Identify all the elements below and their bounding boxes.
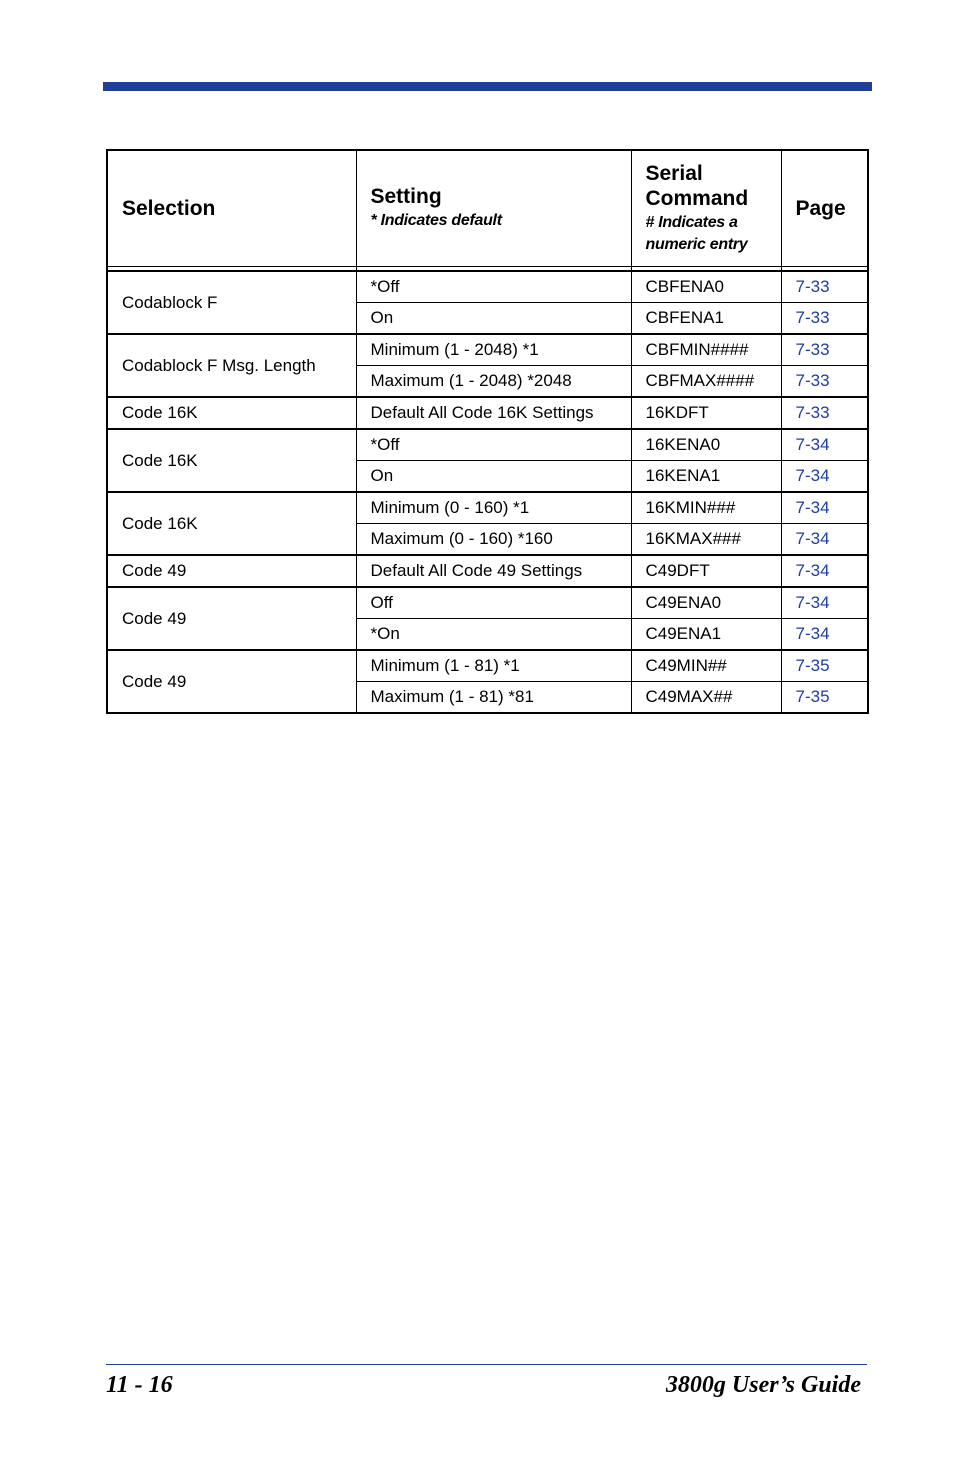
table-row [107,587,868,619]
setting-cell: Maximum (1 - 2048) *2048 [356,366,631,398]
table-row [107,650,868,682]
selection-cell: Code 49 [107,650,356,713]
header-serial-command: Serial Command # Indicates a numeric entry [631,150,781,267]
selection-cell: Code 16K [107,397,356,429]
setting-cell: *Off [356,429,631,461]
page-link[interactable]: 7-34 [781,461,868,493]
setting-cell: Default All Code 49 Settings [356,555,631,587]
setting-cell: On [356,461,631,493]
page-link[interactable]: 7-34 [781,524,868,556]
header-setting: Setting * Indicates default [356,150,631,267]
setting-cell: *Off [356,271,631,303]
command-cell: C49ENA1 [631,619,781,651]
page-link[interactable]: 7-34 [781,555,868,587]
command-cell: C49MIN## [631,650,781,682]
page-link[interactable]: 7-33 [781,271,868,303]
page-link[interactable]: 7-34 [781,619,868,651]
command-cell: CBFENA0 [631,271,781,303]
footer-guide-title: 3800g User’s Guide [665,1372,861,1398]
selection-cell: Code 49 [107,555,356,587]
table-row [107,271,868,303]
selection-cell: Code 16K [107,429,356,492]
page-link[interactable]: 7-33 [781,303,868,335]
command-cell: 16KDFT [631,397,781,429]
command-cell: C49ENA0 [631,587,781,619]
table-body [107,267,868,714]
table-row [107,555,868,587]
table-row [107,492,868,524]
setting-cell: Minimum (1 - 81) *1 [356,650,631,682]
table-header-row [107,150,868,267]
setting-cell: Minimum (0 - 160) *1 [356,492,631,524]
command-cell: 16KMAX### [631,524,781,556]
selection-cell: Code 16K [107,492,356,555]
setting-cell: *On [356,619,631,651]
command-cell: 16KMIN### [631,492,781,524]
bottom-rule [106,1364,867,1365]
selection-cell: Codablock F Msg. Length [107,334,356,397]
command-cell: CBFMAX#### [631,366,781,398]
selection-cell: Code 49 [107,587,356,650]
setting-cell: Default All Code 16K Settings [356,397,631,429]
page-link[interactable]: 7-35 [781,682,868,714]
command-cell: C49DFT [631,555,781,587]
header-page: Page [781,150,868,267]
setting-cell: Maximum (1 - 81) *81 [356,682,631,714]
setting-cell: Minimum (1 - 2048) *1 [356,334,631,366]
page-link[interactable]: 7-35 [781,650,868,682]
command-cell: 16KENA1 [631,461,781,493]
table-row [107,429,868,461]
top-rule [103,82,872,91]
command-cell: C49MAX## [631,682,781,714]
header-selection: Selection [107,150,356,267]
command-cell: 16KENA0 [631,429,781,461]
table-row [107,334,868,366]
page-link[interactable]: 7-33 [781,366,868,398]
footer-page-number: 11 - 16 [106,1372,173,1398]
setting-cell: On [356,303,631,335]
setting-cell: Off [356,587,631,619]
selection-cell: Codablock F [107,271,356,334]
page-link[interactable]: 7-33 [781,397,868,429]
page-link[interactable]: 7-34 [781,587,868,619]
page-link[interactable]: 7-34 [781,429,868,461]
setting-cell: Maximum (0 - 160) *160 [356,524,631,556]
command-cell: CBFENA1 [631,303,781,335]
page-link[interactable]: 7-34 [781,492,868,524]
command-cell: CBFMIN#### [631,334,781,366]
page-link[interactable]: 7-33 [781,334,868,366]
table-row [107,397,868,429]
serial-command-table [106,149,869,714]
